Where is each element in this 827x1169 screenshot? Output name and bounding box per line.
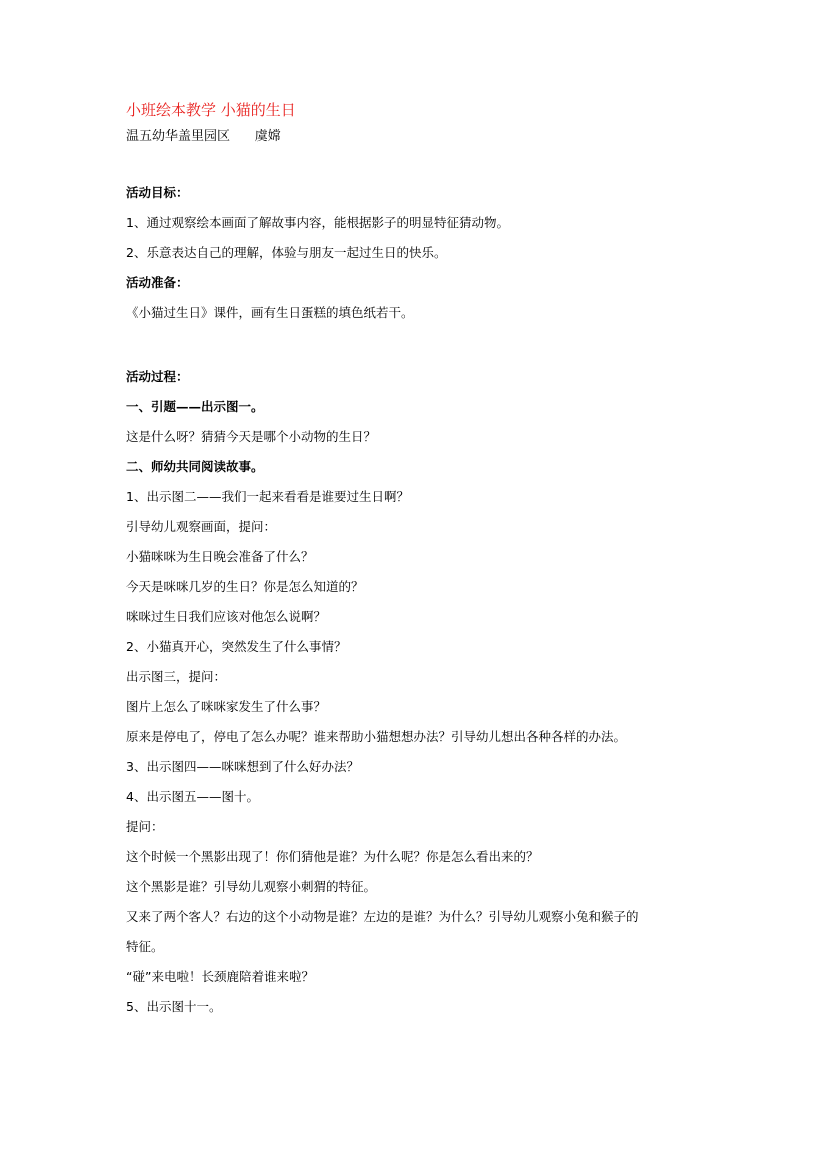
paragraph: 这个黑影是谁？引导幼儿观察小刺猬的特征。 xyxy=(126,879,377,894)
author-line: 温五幼华盖里园区 虞嫦 xyxy=(126,129,281,144)
paragraph: 特征。 xyxy=(126,939,164,954)
section-heading-process: 活动过程： xyxy=(126,369,189,384)
document-page xyxy=(126,98,716,1022)
paragraph: 又来了两个客人？右边的这个小动物是谁？左边的是谁？为什么？引导幼儿观察小兔和猴子的 xyxy=(126,909,639,924)
paragraph: 小猫咪咪为生日晚会准备了什么？ xyxy=(126,549,314,564)
document-body xyxy=(126,178,716,1022)
paragraph: 引导幼儿观察画面，提问： xyxy=(126,519,277,534)
paragraph: 提问： xyxy=(126,819,164,834)
paragraph: 图片上怎么了咪咪家发生了什么事？ xyxy=(126,699,327,714)
paragraph: 4、出示图五——图十。 xyxy=(126,789,259,804)
paragraph: 这是什么呀？猜猜今天是哪个小动物的生日？ xyxy=(126,429,377,444)
paragraph: 3、出示图四——咪咪想到了什么好办法？ xyxy=(126,759,359,774)
section-heading-preparation: 活动准备： xyxy=(126,275,189,290)
paragraph: 1、通过观察绘本画面了解故事内容，能根据影子的明显特征猜动物。 xyxy=(126,215,509,230)
paragraph: 5、出示图十一。 xyxy=(126,999,222,1014)
paragraph: 2、乐意表达自己的理解，体验与朋友一起过生日的快乐。 xyxy=(126,245,447,260)
paragraph: 这个时候一个黑影出现了！你们猜他是谁？为什么呢？你是怎么看出来的？ xyxy=(126,849,539,864)
section-heading-goals: 活动目标： xyxy=(126,185,189,200)
subheading: 一、引题——出示图一。 xyxy=(126,399,264,414)
paragraph: 1、出示图二——我们一起来看看是谁要过生日啊？ xyxy=(126,489,409,504)
paragraph: 原来是停电了，停电了怎么办呢？谁来帮助小猫想想办法？引导幼儿想出各种各样的办法。 xyxy=(126,729,627,744)
paragraph: 《小猫过生日》课件，画有生日蛋糕的填色纸若干。 xyxy=(126,305,414,320)
paragraph: 出示图三，提问： xyxy=(126,669,227,684)
subheading: 二、师幼共同阅读故事。 xyxy=(126,459,264,474)
paragraph: 今天是咪咪几岁的生日？你是怎么知道的？ xyxy=(126,579,364,594)
paragraph: 2、小猫真开心，突然发生了什么事情？ xyxy=(126,639,347,654)
paragraph: 咪咪过生日我们应该对他怎么说啊？ xyxy=(126,609,327,624)
document-title: 小班绘本教学 小猫的生日 xyxy=(126,101,296,119)
paragraph: “碰”来电啦！长颈鹿陪着谁来啦？ xyxy=(126,969,314,984)
